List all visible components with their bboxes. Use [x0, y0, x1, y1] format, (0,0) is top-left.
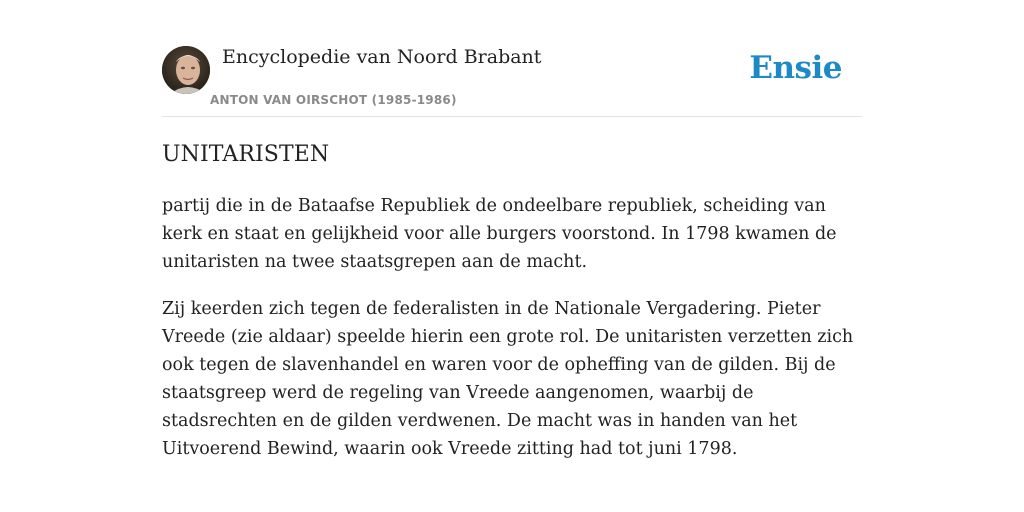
article-header [162, 46, 862, 117]
article-body [162, 140, 864, 463]
ensie-logo[interactable]: Ensie [749, 50, 842, 86]
portrait-image [162, 46, 210, 94]
author-avatar[interactable] [162, 46, 210, 94]
article-paragraph-2: Zij keerden zich tegen de federalisten in de Nationale Vergadering. Pieter Vreede (zie aldaar) speelde hierin een grote rol. De unitaristen verzetten zich ook tegen de slavenhandel en waren voor de opheffing van de gilden. Bij de staatsgreep werd de regeling van Vreede aangenomen, waarbij de stadsrechten en de gilden verdwenen. De macht was in handen van het Uitvoerend Bewind, waarin ook Vreede zitting had tot juni 1798. [162, 299, 854, 459]
article-paragraph-1: partij die in de Bataafse Republiek de ondeelbare republiek, scheiding van kerk en staat en gelijkheid voor alle burgers voorstond. In 1798 kwamen de unitaristen na twee staatsgrepen aan de macht. [162, 196, 837, 272]
author-name[interactable]: ANTON VAN OIRSCHOT (1985-1986) [210, 93, 457, 107]
source-title[interactable]: Encyclopedie van Noord Brabant [222, 46, 542, 68]
article-title: UNITARISTEN [162, 142, 330, 167]
